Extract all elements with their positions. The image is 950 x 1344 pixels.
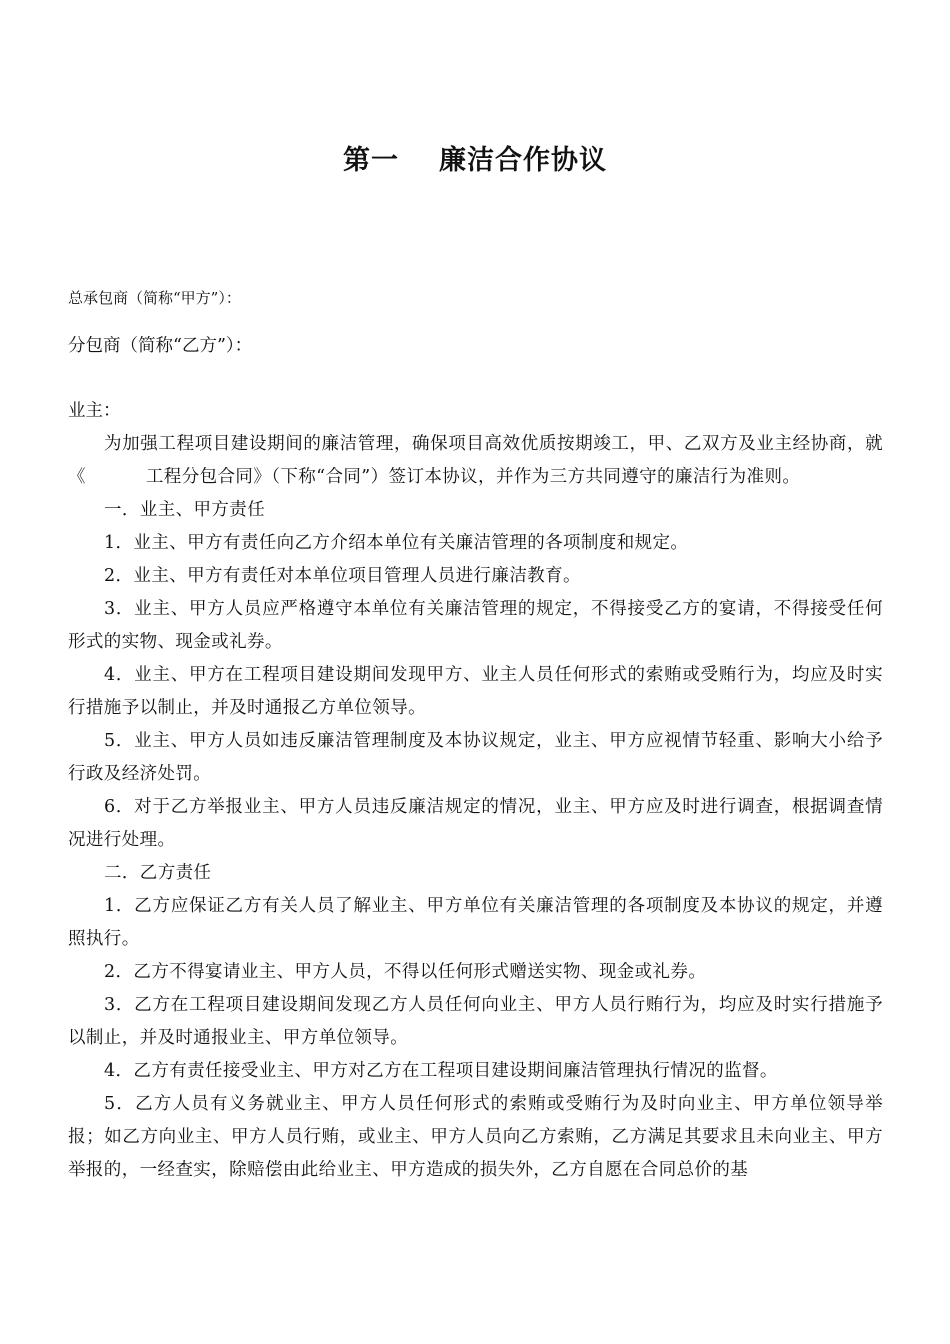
section-1-item: 5．业主、甲方人员如违反廉洁管理制度及本协议规定，业主、甲方应视情节轻重、影响大小给予行政及经济处罚。	[68, 731, 883, 784]
section-1-item: 1．业主、甲方有责任向乙方介绍本单位有关廉洁管理的各项制度和规定。	[104, 533, 689, 553]
section-2-item: 3．乙方在工程项目建设期间发现乙方人员任何向业主、甲方人员行贿行为，均应及时实行措施予以制止，并及时通报业主、甲方单位领导。	[68, 995, 883, 1048]
section-2-item: 1．乙方应保证乙方有关人员了解业主、甲方单位有关廉洁管理的各项制度及本协议的规定，并遵照执行。	[68, 896, 883, 949]
section-1-heading: 一．业主、甲方责任	[104, 500, 266, 520]
agreement-body	[68, 428, 883, 1187]
section-2-item: 5．乙方人员有义务就业主、甲方人员任何形式的索贿或受贿行为及时向业主、甲方单位领导举报；如乙方向业主、甲方人员行贿，或业主、甲方人员向乙方索贿，乙方满足其要求且未向业主、甲方举报的，一经查实，除赔偿由此给业主、甲方造成的损失外，乙方自愿在合同总价的基	[68, 1094, 883, 1180]
section-1-item: 2．业主、甲方有责任对本单位项目管理人员进行廉洁教育。	[104, 566, 581, 586]
party-a-label: 总承包商（简称“甲方”）：	[68, 289, 241, 307]
section-1-item: 3．业主、甲方人员应严格遵守本单位有关廉洁管理的规定，不得接受乙方的宴请，不得接受任何形式的实物、现金或礼券。	[68, 599, 883, 652]
document-title	[0, 138, 950, 177]
intro-paragraph: 为加强工程项目建设期间的廉洁管理，确保项目高效优质按期竣工，甲、乙双方及业主经协商，就《 工程分包合同》（下称“合同”）签订本协议，并作为三方共同遵守的廉洁行为准则。	[68, 434, 883, 487]
section-2-item: 2．乙方不得宴请业主、甲方人员，不得以任何形式赠送实物、现金或礼券。	[104, 962, 707, 982]
section-1-item: 4．业主、甲方在工程项目建设期间发现甲方、业主人员任何形式的索贿或受贿行为，均应及时实行措施予以制止，并及时通报乙方单位领导。	[68, 665, 883, 718]
section-2-item: 4．乙方有责任接受业主、甲方对乙方在工程项目建设期间廉洁管理执行情况的监督。	[104, 1061, 778, 1081]
party-b-label: 分包商（简称“乙方”）：	[68, 336, 253, 356]
owner-label: 业主：	[68, 401, 121, 421]
section-2-heading: 二．乙方责任	[104, 863, 212, 883]
title-text: 廉洁合作协议	[439, 145, 607, 176]
section-1-item: 6．对于乙方举报业主、甲方人员违反廉洁规定的情况，业主、甲方应及时进行调查，根据调查情况进行处理。	[68, 797, 883, 850]
title-number: 第一	[343, 145, 399, 176]
